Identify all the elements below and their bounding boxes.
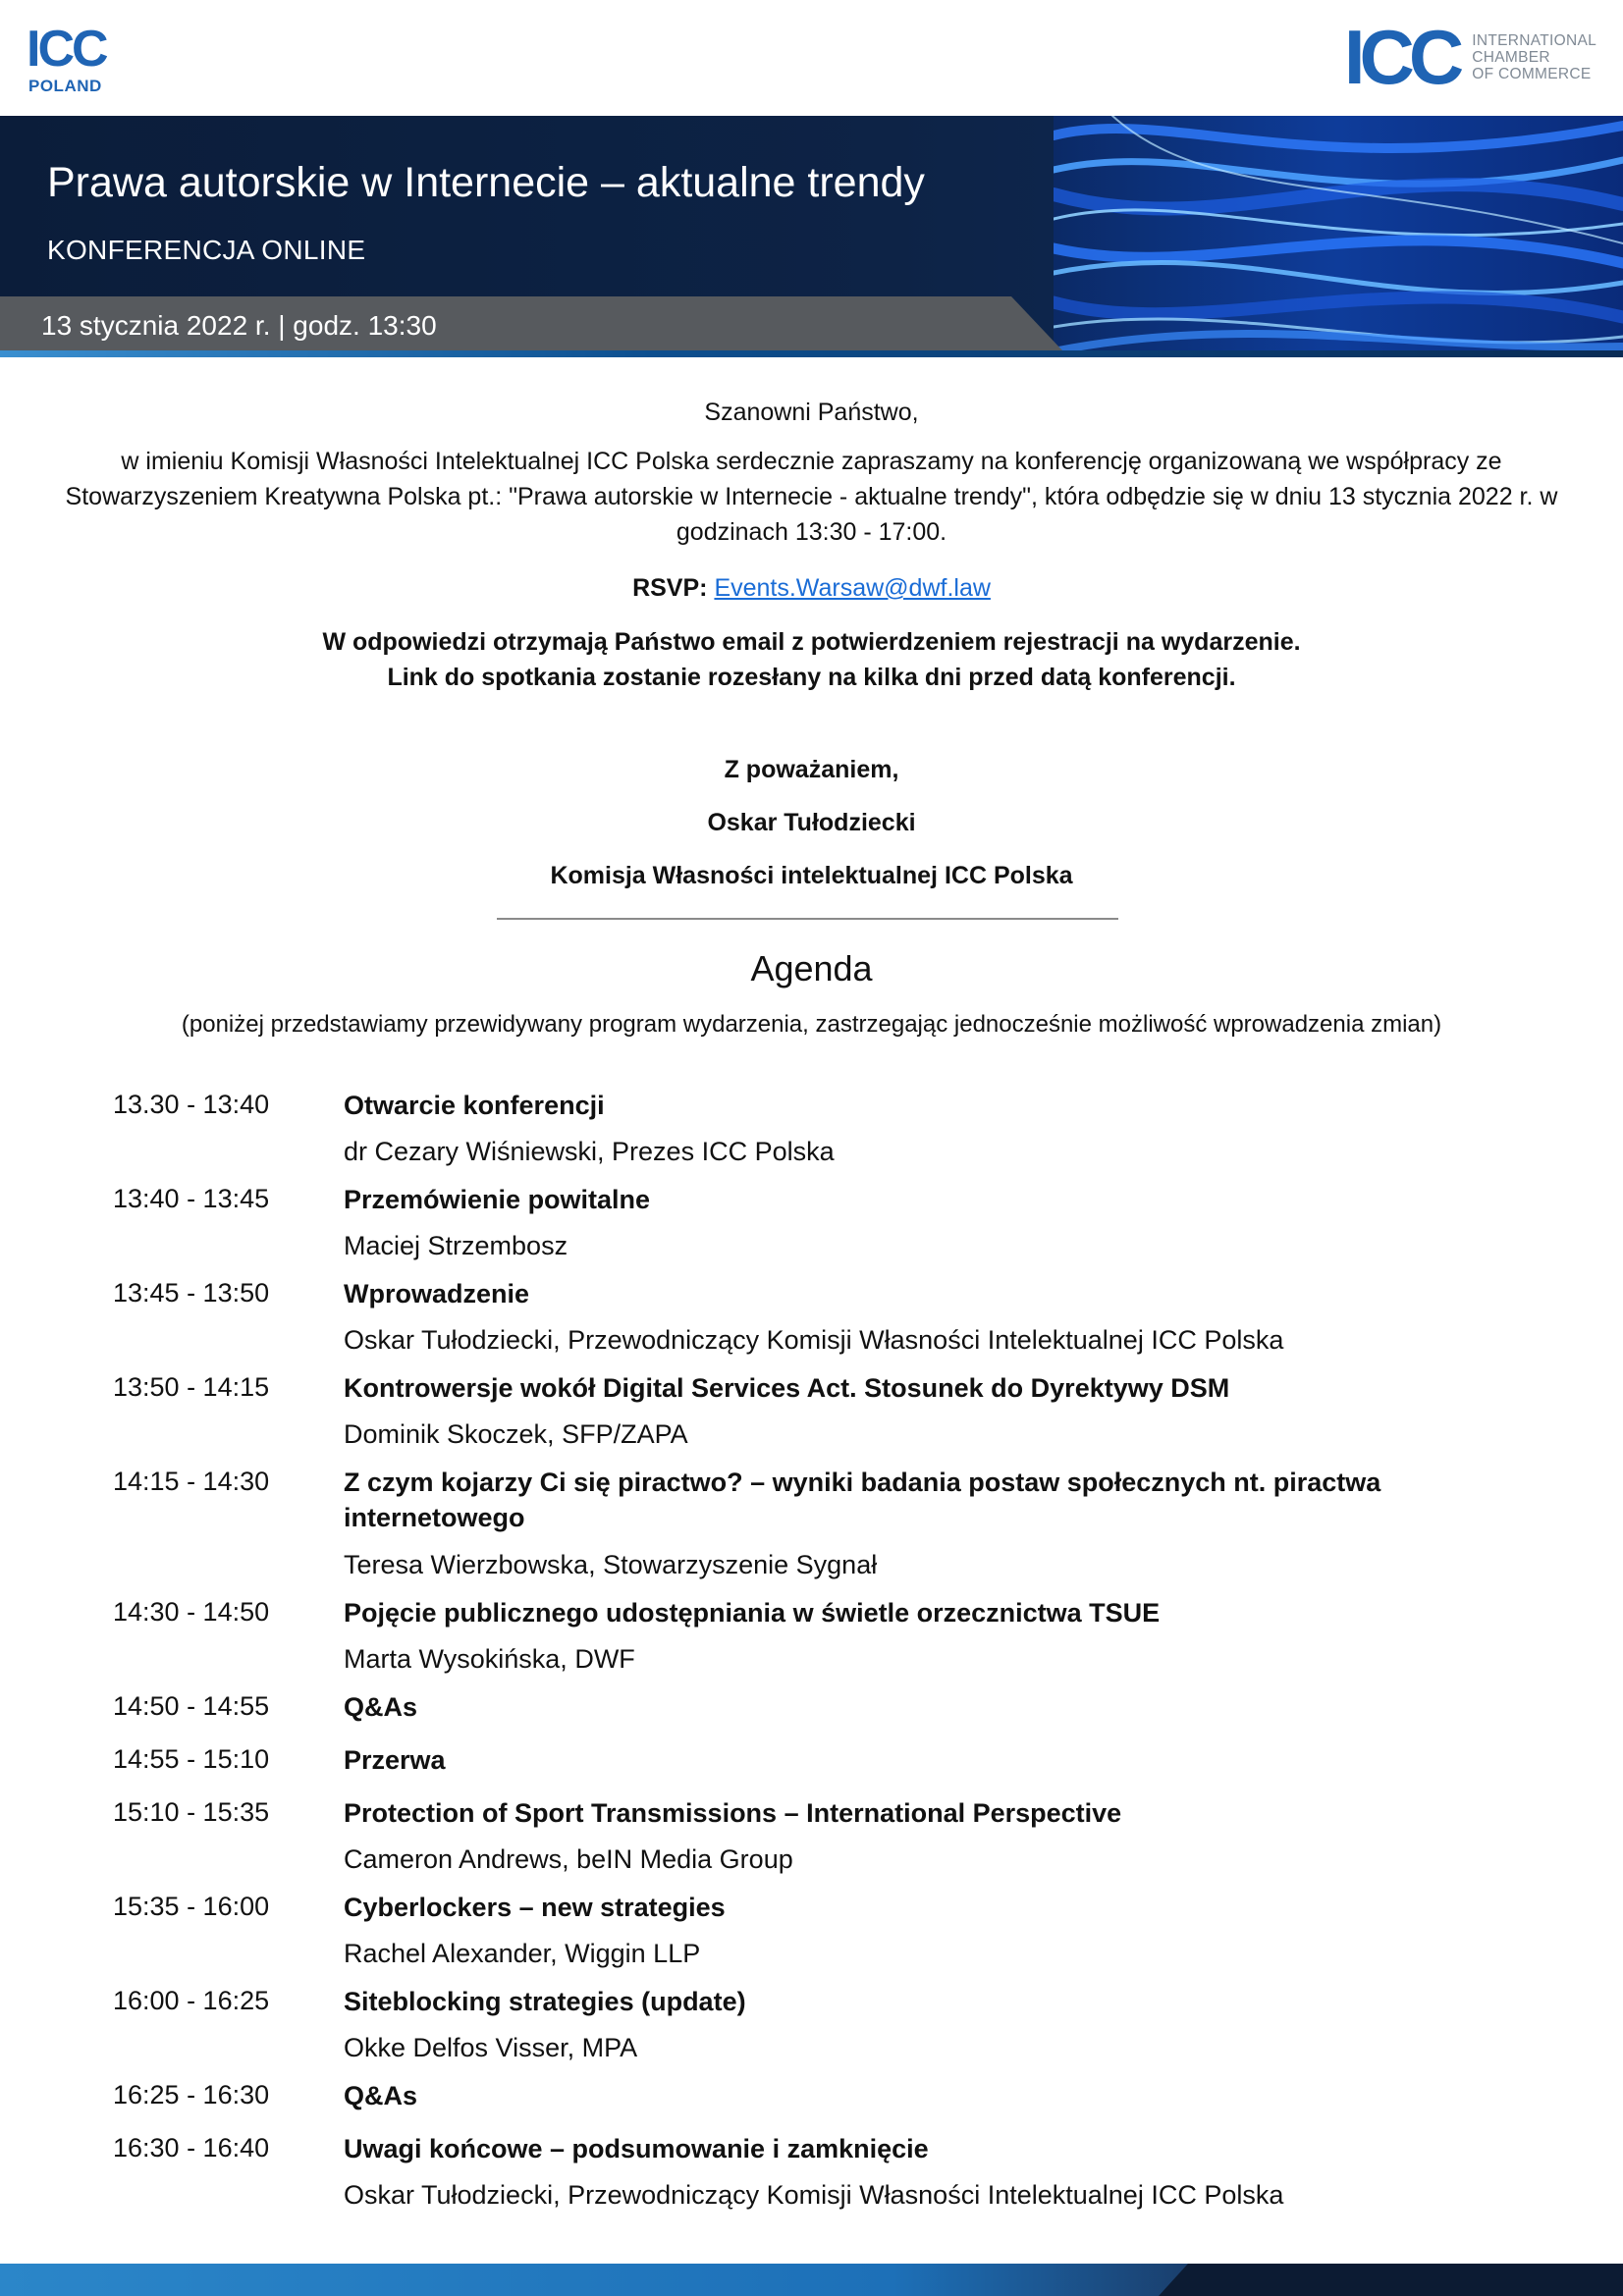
agenda-title: Agenda [750, 948, 873, 988]
greeting: Szanowni Państwo, [704, 399, 919, 426]
agenda-time: 15:10 - 15:35 [113, 1797, 270, 1827]
logo-line-2: CHAMBER [1472, 48, 1550, 66]
rsvp-label: RSVP: [632, 574, 708, 602]
agenda-speaker: Okke Delfos Visser, MPA [344, 2033, 638, 2062]
agenda-item-title: Cyberlockers – new strategies [344, 1893, 726, 1922]
agenda-time: 13:45 - 13:50 [113, 1278, 270, 1308]
agenda-item-title: Przerwa [344, 1745, 446, 1775]
logo-line-3: OF COMMERCE [1472, 65, 1592, 82]
agenda-time: 14:55 - 15:10 [113, 1744, 270, 1774]
intro-paragraph: w imieniu Komisji Własności Intelektualnej ICC Polska serdecznie zapraszamy na konferencję organizowaną we współpracy ze Stowarzyszeniem Kreatywna Polska pt.: "Prawa autorskie w Internecie - aktualne trendy", która odbędzie się w dniu 13 stycznia 2022 r. w godzinach 13:30 - 17:00. [65, 448, 1558, 546]
agenda-item-title: Protection of Sport Transmissions – International Perspective [344, 1798, 1122, 1828]
agenda-item-title: Siteblocking strategies (update) [344, 1987, 746, 2016]
agenda-speaker: Oskar Tułodziecki, Przewodniczący Komisji Własności Intelektualnej ICC Polska [344, 1325, 1284, 1355]
agenda-time: 13:50 - 14:15 [113, 1372, 270, 1402]
agenda-item-title: Q&As [344, 1692, 418, 1722]
agenda-time: 13:40 - 13:45 [113, 1184, 270, 1213]
banner-subtitle: KONFERENCJA ONLINE [47, 235, 366, 265]
agenda-time: 14:30 - 14:50 [113, 1597, 270, 1627]
icc-poland-logo-subtitle: POLAND [28, 77, 102, 95]
agenda-note: (poniżej przedstawiamy przewidywany program wydarzenia, zastrzegając jednocześnie możliwość wprowadzenia zmian) [181, 1011, 1442, 1038]
logo-line-1: INTERNATIONAL [1472, 31, 1596, 49]
signer-organization: Komisja Własności intelektualnej ICC Polska [550, 862, 1073, 889]
closing: Z poważaniem, [724, 756, 899, 783]
icc-poland-logo-mark: ICC [27, 21, 106, 78]
agenda-time: 16:00 - 16:25 [113, 1986, 270, 2015]
agenda-time: 14:50 - 14:55 [113, 1691, 270, 1721]
agenda-time: 16:25 - 16:30 [113, 2080, 270, 2109]
agenda-time: 15:35 - 16:00 [113, 1892, 270, 1921]
signer-name: Oskar Tułodziecki [707, 809, 916, 836]
agenda-item-title: Pojęcie publicznego udostępniania w świetle orzecznictwa TSUE [344, 1598, 1161, 1628]
agenda-item-title: Uwagi końcowe – podsumowanie i zamknięcie [344, 2134, 929, 2163]
agenda-speaker: Cameron Andrews, beIN Media Group [344, 1844, 793, 1874]
agenda-time: 14:15 - 14:30 [113, 1467, 270, 1496]
agenda-speaker: Rachel Alexander, Wiggin LLP [344, 1939, 701, 1968]
agenda-item-title: Z czym kojarzy Ci się piractwo? – wyniki badania postaw społecznych nt. piractwa internetowego [344, 1468, 1381, 1532]
footer-stripe-dark [1159, 2264, 1623, 2296]
agenda-item-title: Q&As [344, 2081, 418, 2110]
event-date: 13 stycznia 2022 r. | godz. 13:30 [41, 310, 437, 341]
agenda-time: 13.30 - 13:40 [113, 1090, 270, 1119]
agenda-time: 16:30 - 16:40 [113, 2133, 270, 2163]
notice-line-1: W odpowiedzi otrzymają Państwo email z potwierdzeniem rejestracji na wydarzenie. [322, 628, 1301, 656]
agenda-speaker: Oskar Tułodziecki, Przewodniczący Komisji Własności Intelektualnej ICC Polska [344, 2180, 1284, 2210]
agenda-item-title: Kontrowersje wokół Digital Services Act. Stosunek do Dyrektywy DSM [344, 1373, 1230, 1403]
agenda-speaker: Marta Wysokińska, DWF [344, 1644, 635, 1674]
agenda-speaker: Maciej Strzembosz [344, 1231, 568, 1260]
agenda-speaker: Teresa Wierzbowska, Stowarzyszenie Sygnał [344, 1550, 878, 1579]
agenda-item-title: Otwarcie konferencji [344, 1091, 605, 1120]
icc-international-logo-mark: ICC [1343, 14, 1459, 100]
banner-title: Prawa autorskie w Internecie – aktualne trendy [47, 159, 925, 206]
agenda-speaker: Dominik Skoczek, SFP/ZAPA [344, 1419, 688, 1449]
rsvp-email-link[interactable]: Events.Warsaw@dwf.law [714, 574, 991, 602]
agenda-speaker: dr Cezary Wiśniewski, Prezes ICC Polska [344, 1137, 835, 1166]
notice-line-2: Link do spotkania zostanie rozesłany na kilka dni przed datą konferencji. [387, 664, 1236, 691]
agenda-item-title: Przemówienie powitalne [344, 1185, 651, 1214]
agenda-item-title: Wprowadzenie [344, 1279, 530, 1308]
